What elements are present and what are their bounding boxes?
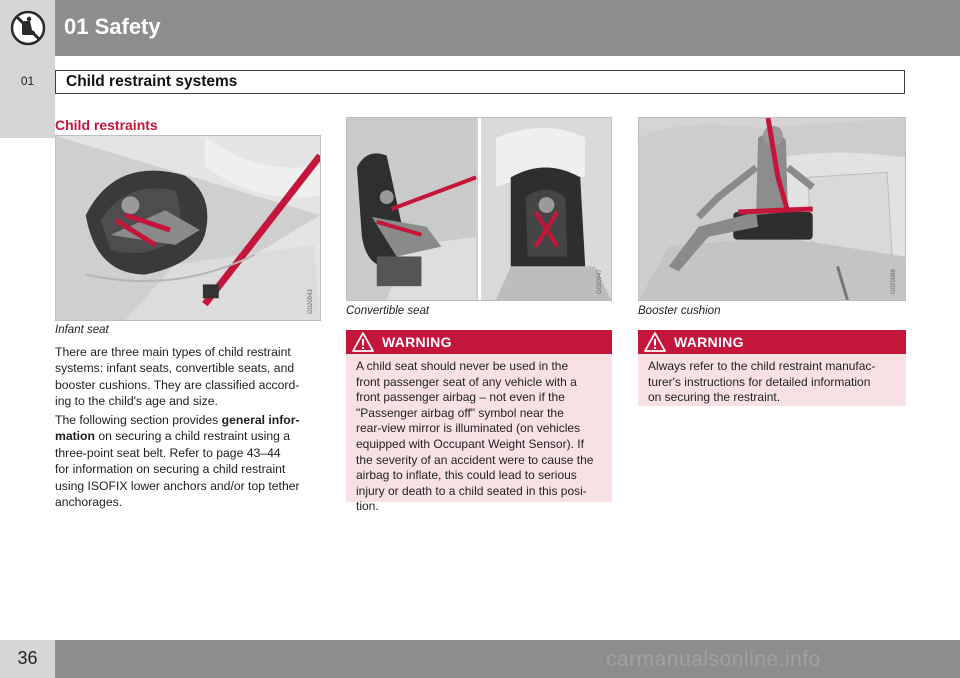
text-line: Always refer to the child restraint manufac- xyxy=(648,359,876,373)
paragraph-general-information xyxy=(55,412,325,510)
text-line: using ISOFIX lower anchors and/or top tether xyxy=(55,478,300,493)
text-line: A child seat should never be used in the xyxy=(356,359,569,373)
warning-header xyxy=(638,330,906,354)
text-line: systems: infant seats, convertible seats, and xyxy=(55,361,295,376)
text-line: rear-view mirror is illuminated (on vehicles xyxy=(356,421,581,436)
booster-cushion-illustration xyxy=(638,117,906,301)
text-line: tion. xyxy=(356,499,379,514)
no-child-seat-icon xyxy=(10,10,46,46)
text-line: on securing the restraint. xyxy=(648,390,781,405)
text-line: injury or death to a child seated in this posi- xyxy=(356,483,587,498)
text-line: airbag to inflate, this could lead to serious xyxy=(356,468,577,483)
text-span: on securing a child restraint using a xyxy=(98,429,291,444)
infant-seat-illustration xyxy=(55,135,321,321)
caption-booster-cushion: Booster cushion xyxy=(638,305,721,317)
warning-box-manufacturer-instructions xyxy=(638,330,906,406)
text-line: mation on securing a child restraint using a xyxy=(55,429,291,444)
text-line: anchorages. xyxy=(55,495,123,510)
text-line: The following section provides general infor- xyxy=(55,413,300,427)
warning-title: WARNING xyxy=(674,334,744,350)
paragraph-restraint-types xyxy=(55,344,325,410)
text-line: the severity of an accident were to cause the xyxy=(356,452,594,467)
text-line: front passenger airbag – not even if the xyxy=(356,390,565,405)
text-line: for information on securing a child restraint xyxy=(55,462,286,477)
text-line: "Passenger airbag off" symbol near the xyxy=(356,405,564,420)
figure-code: G020988 xyxy=(891,269,897,294)
chapter-side-number: 01 xyxy=(20,74,35,88)
warning-box-front-passenger xyxy=(346,330,612,514)
section-title-box xyxy=(55,70,905,94)
text-line: booster cushions. They are classified accord- xyxy=(55,377,300,392)
text-line: equipped with Occupant Weight Sensor). If xyxy=(356,436,584,451)
text-line: There are three main types of child restraint xyxy=(55,345,291,359)
warning-triangle-icon xyxy=(352,332,374,352)
section-title: Child restraint systems xyxy=(66,73,238,90)
text-line: front passenger seat of any vehicle with a xyxy=(356,374,577,389)
watermark: carmanualsonline.info xyxy=(606,648,821,671)
warning-title: WARNING xyxy=(382,334,452,350)
warning-header xyxy=(346,330,612,354)
convertible-seat-illustration xyxy=(346,117,612,301)
caption-infant-seat: Infant seat xyxy=(55,324,109,336)
caption-convertible-seat: Convertible seat xyxy=(346,305,430,317)
text-line: three-point seat belt. Refer to page 43–44 xyxy=(55,445,281,460)
text-line: ing to the child's age and size. xyxy=(55,394,218,409)
warning-triangle-icon xyxy=(644,332,666,352)
warning-text xyxy=(356,359,593,515)
text-line: turer's instructions for detailed information xyxy=(648,374,871,389)
figure-code: G020943 xyxy=(308,289,314,314)
subheading-child-restraints: Child restraints xyxy=(55,117,158,133)
figure-code: G020947 xyxy=(597,269,603,294)
text-span: The following section provides xyxy=(55,413,222,427)
page-number: 36 xyxy=(17,648,38,668)
chapter-title: 01 Safety xyxy=(64,14,161,39)
warning-text xyxy=(648,359,875,406)
